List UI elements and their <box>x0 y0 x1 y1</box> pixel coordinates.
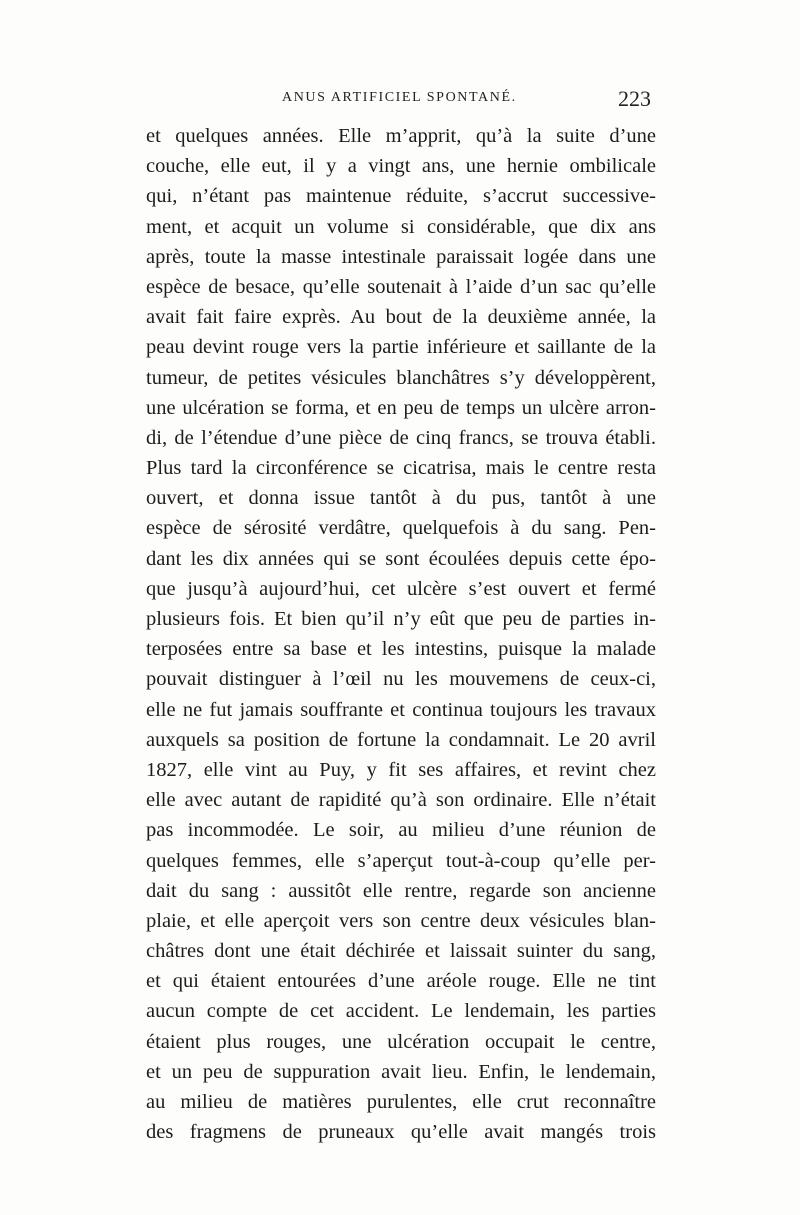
text-line: ouvert, et donna issue tantôt à du pus, tantôt à une <box>146 487 656 510</box>
text-line: dant les dix années qui se sont écoulées depuis cette épo- <box>146 547 656 570</box>
text-line: quelques femmes, elle s’aperçut tout-à-coup qu’elle per- <box>146 849 656 872</box>
text-line: au milieu de matières purulentes, elle crut reconnaître <box>146 1091 656 1113</box>
text-line: 1827, elle vint au Puy, y fit ses affaires, et revint chez <box>146 758 656 781</box>
text-line: pouvait distinguer à l’œil nu les mouvemens de ceux-ci, <box>146 668 656 691</box>
text-line: étaient plus rouges, une ulcération occupait le centre, <box>146 1030 656 1053</box>
page-number: 223 <box>618 86 651 111</box>
text-line: avait fait faire exprès. Au bout de la deuxième année, la <box>146 306 656 329</box>
text-line: que jusqu’à aujourd’hui, cet ulcère s’est ouvert et fermé <box>146 577 656 600</box>
text-line: peau devint rouge vers la partie inférieure et saillante de la <box>146 336 656 359</box>
text-line: plaie, et elle aperçoit vers son centre deux vésicules blan- <box>146 909 656 932</box>
text-line: dait du sang : aussitôt elle rentre, regarde son ancienne <box>146 879 656 902</box>
body-text <box>146 121 656 1147</box>
text-line: et quelques années. Elle m’apprit, qu’à la suite d’une <box>146 125 656 147</box>
text-line: tumeur, de petites vésicules blanchâtres s’y développèrent, <box>146 366 656 389</box>
text-line: espèce de sérosité verdâtre, quelquefois à du sang. Pen- <box>146 517 656 540</box>
text-line: après, toute la masse intestinale paraissait logée dans une <box>146 245 656 268</box>
text-line: des fragmens de pruneaux qu’elle avait mangés trois <box>146 1121 656 1144</box>
text-line: et qui étaient entourées d’une aréole rouge. Elle ne tint <box>146 970 656 993</box>
text-line: qui, n’étant pas maintenue réduite, s’accrut successive- <box>146 185 656 208</box>
text-line: plusieurs fois. Et bien qu’il n’y eût que peu de parties in- <box>146 608 656 630</box>
text-line: elle ne fut jamais souffrante et continua toujours les travaux <box>146 698 656 721</box>
text-line: di, de l’étendue d’une pièce de cinq francs, se trouva établi. <box>146 426 656 449</box>
text-line: ment, et acquit un volume si considérable, que dix ans <box>146 215 656 238</box>
text-line: aucun compte de cet accident. Le lendemain, les parties <box>146 1000 656 1023</box>
text-line: Plus tard la circonférence se cicatrisa, mais le centre resta <box>146 457 656 480</box>
text-line: auxquels sa position de fortune la condamnait. Le 20 avril <box>146 728 656 751</box>
text-line: et un peu de suppuration avait lieu. Enfin, le lendemain, <box>146 1060 656 1083</box>
text-line: terposées entre sa base et les intestins, puisque la malade <box>146 638 656 661</box>
text-line: elle avec autant de rapidité qu’à son ordinaire. Elle n’était <box>146 789 656 812</box>
text-line: espèce de besace, qu’elle soutenait à l’aide d’un sac qu’elle <box>146 275 656 298</box>
running-title: ANUS ARTIFICIEL SPONTANÉ. <box>282 90 517 105</box>
text-line: pas incommodée. Le soir, au milieu d’une réunion de <box>146 819 656 842</box>
text-line: châtres dont une était déchirée et laissait suinter du sang, <box>146 940 656 963</box>
text-line: une ulcération se forma, et en peu de temps un ulcère arron- <box>146 396 656 419</box>
text-line: couche, elle eut, il y a vingt ans, une hernie ombilicale <box>146 155 656 178</box>
